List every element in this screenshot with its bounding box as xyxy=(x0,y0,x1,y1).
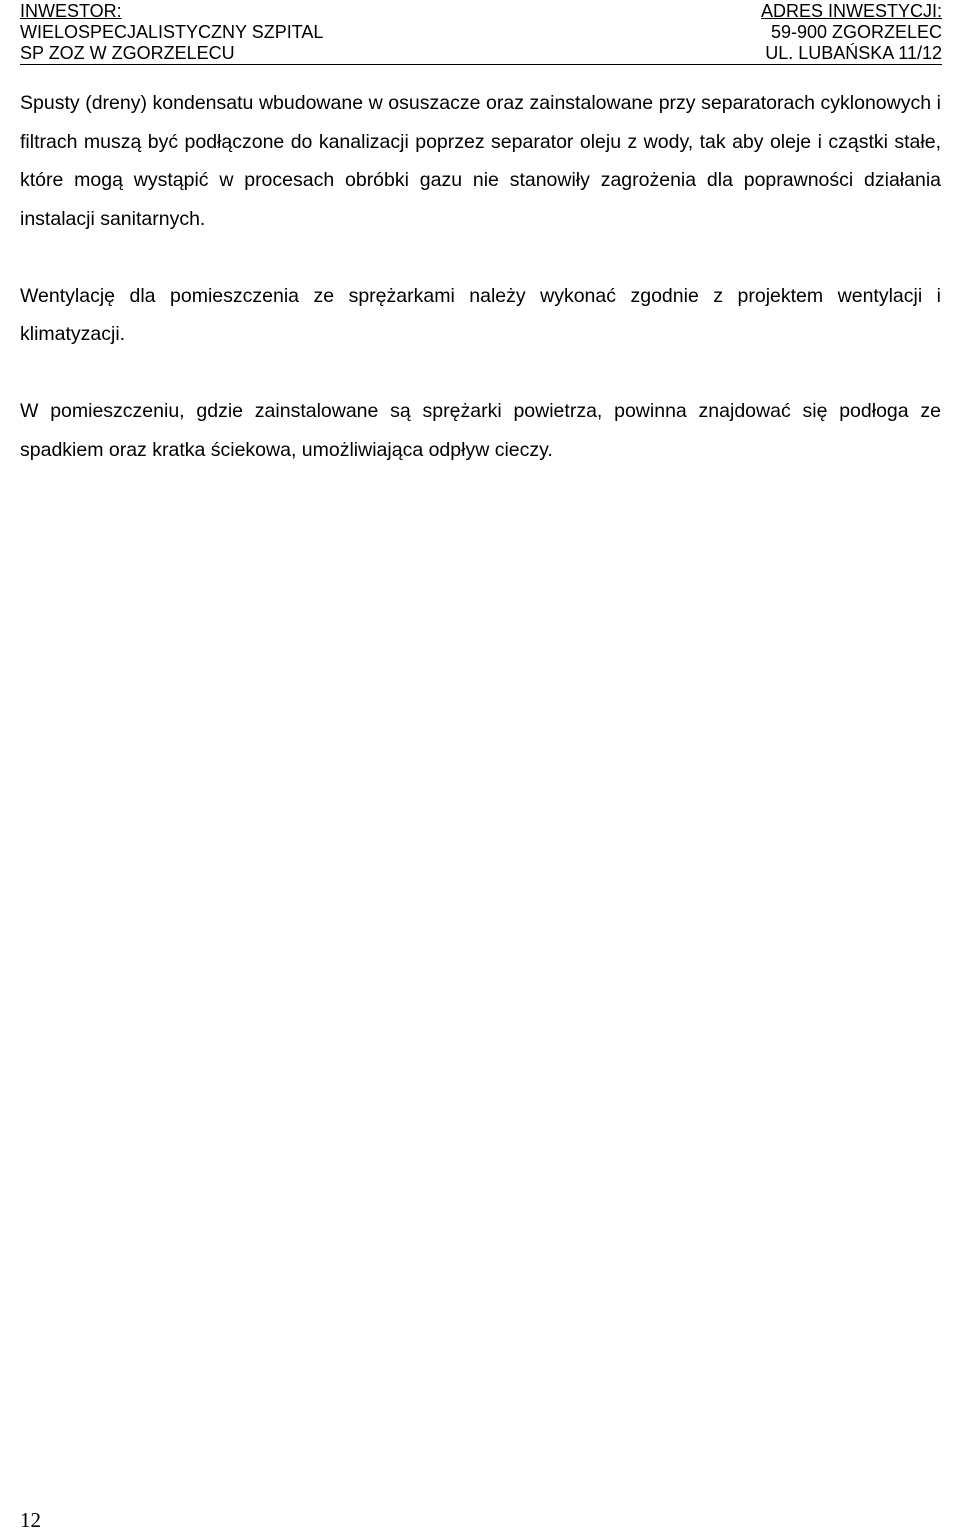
address-line1: 59-900 ZGORZELEC xyxy=(770,22,942,42)
address-block xyxy=(761,1,942,64)
address-label: ADRES INWESTYCJI: xyxy=(760,1,942,21)
document-body xyxy=(20,84,941,508)
address-line2: UL. LUBAŃSKA 11/12 xyxy=(765,43,942,63)
paragraph-drains: Spusty (dreny) kondensatu wbudowane w osuszacze oraz zainstalowane przy separatorach cyklonowych i filtrach muszą być podłączone do kanalizacji poprzez separator oleju z wody, tak aby oleje i cząstki stałe, które mogą wystąpić w procesach obróbki gazu nie stanowiły zagrożenia dla poprawności działania instalacji sanitarnych. xyxy=(20,92,941,230)
paragraph-ventilation: Wentylację dla pomieszczenia ze sprężarkami należy wykonać zgodnie z projektem wentylacji i klimatyzacji. xyxy=(20,284,941,345)
page-header xyxy=(20,0,942,65)
paragraph-floor-drain: W pomieszczeniu, gdzie zainstalowane są sprężarki powietrza, powinna znajdować się podłoga ze spadkiem oraz kratka ściekowa, umożliwiająca odpływ cieczy. xyxy=(20,400,941,461)
investor-name-line1: WIELOSPECJALISTYCZNY SZPITAL xyxy=(20,22,324,42)
page-number: 12 xyxy=(20,1508,41,1532)
investor-name-line2: SP ZOZ W ZGORZELECU xyxy=(20,43,235,63)
investor-label: INWESTOR: xyxy=(20,1,122,21)
investor-block xyxy=(20,1,323,64)
